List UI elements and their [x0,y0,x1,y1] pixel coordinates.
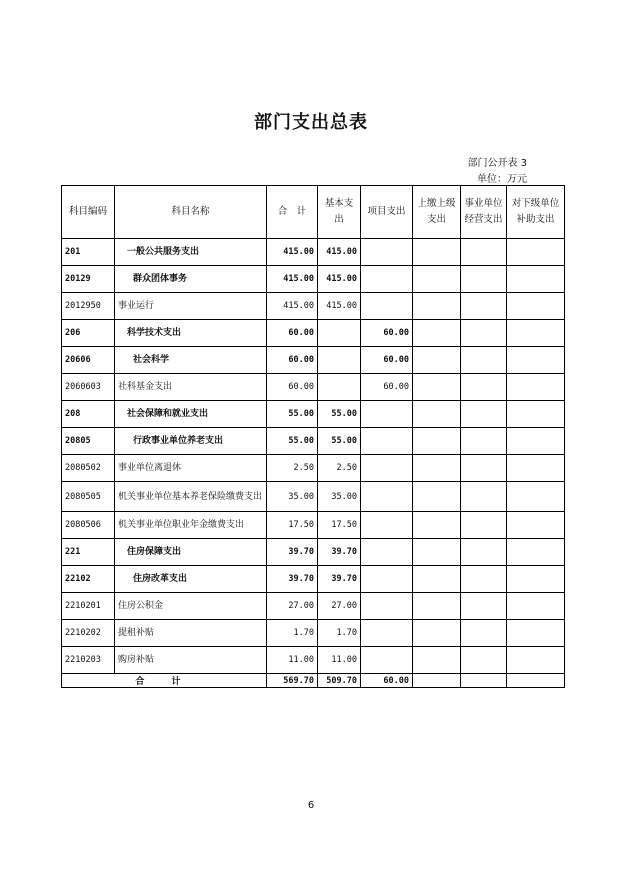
table-row [62,539,565,566]
cell-code: 2210202 [62,620,115,647]
cell-code: 2080502 [62,455,115,482]
cell-code: 2080506 [62,512,115,539]
cell-upper-remit [413,593,461,620]
cell-code: 20606 [62,347,115,374]
cell-code: 2080505 [62,482,115,512]
page-number: 6 [307,800,315,811]
cell-subsidy [507,539,565,566]
cell-upper-remit [413,566,461,593]
cell-subsidy [507,512,565,539]
cell-total: 17.50 [267,512,318,539]
table-row [62,239,565,266]
table-row [62,455,565,482]
cell-subsidy [507,401,565,428]
cell-code: 2210203 [62,647,115,674]
cell-upper-remit [413,401,461,428]
cell-basic: 11.00 [318,647,361,674]
cell-name: 住房保障支出 [115,539,267,566]
cell-subsidy [507,620,565,647]
cell-business [461,566,507,593]
cell-project [361,266,413,293]
cell-code: 201 [62,239,115,266]
header-upper-remit: 上缴上级支出 [413,186,461,239]
cell-name: 住房公积金 [115,593,267,620]
cell-project [361,482,413,512]
cell-business [461,266,507,293]
cell-code: 208 [62,401,115,428]
cell-code: 20805 [62,428,115,455]
cell-name: 社科基金支出 [115,374,267,401]
cell-subsidy [507,455,565,482]
unit-label: 单位：万元 [477,174,527,185]
cell-total: 60.00 [267,347,318,374]
cell-basic: 1.70 [318,620,361,647]
cell-code: 221 [62,539,115,566]
page-title: 部门支出总表 [254,112,368,133]
cell-upper-remit [413,647,461,674]
cell-project [361,239,413,266]
cell-subsidy [507,566,565,593]
cell-basic [318,374,361,401]
cell-project: 60.00 [361,374,413,401]
cell-basic: 415.00 [318,266,361,293]
cell-name: 一般公共服务支出 [115,239,267,266]
cell-name: 事业单位离退休 [115,455,267,482]
cell-basic: 415.00 [318,239,361,266]
cell-project [361,293,413,320]
cell-upper-remit [413,293,461,320]
table-row [62,347,565,374]
total-business [461,674,507,688]
table-row [62,482,565,512]
table-row [62,320,565,347]
total-project: 60.00 [361,674,413,688]
cell-project [361,455,413,482]
cell-total: 11.00 [267,647,318,674]
cell-name: 科学技术支出 [115,320,267,347]
table-row [62,428,565,455]
cell-total: 2.50 [267,455,318,482]
cell-upper-remit [413,320,461,347]
cell-name: 社会科学 [115,347,267,374]
cell-total: 27.00 [267,593,318,620]
cell-upper-remit [413,512,461,539]
cell-project [361,428,413,455]
cell-business [461,539,507,566]
cell-project [361,647,413,674]
total-row [62,674,565,688]
cell-code: 2012950 [62,293,115,320]
cell-basic: 2.50 [318,455,361,482]
cell-upper-remit [413,347,461,374]
cell-name: 事业运行 [115,293,267,320]
cell-subsidy [507,239,565,266]
total-total: 569.70 [267,674,318,688]
cell-subsidy [507,266,565,293]
cell-code: 22102 [62,566,115,593]
cell-business [461,593,507,620]
cell-total: 35.00 [267,482,318,512]
cell-total: 39.70 [267,566,318,593]
cell-subsidy [507,374,565,401]
header-total: 合 计 [267,186,318,239]
cell-code: 20129 [62,266,115,293]
cell-total: 415.00 [267,293,318,320]
cell-business [461,455,507,482]
cell-name: 住房改革支出 [115,566,267,593]
table-row [62,401,565,428]
cell-subsidy [507,482,565,512]
expenditure-table [61,185,565,688]
table-body [62,239,565,674]
cell-total: 55.00 [267,401,318,428]
cell-total: 39.70 [267,539,318,566]
total-label: 合 计 [62,674,267,688]
cell-business [461,647,507,674]
cell-upper-remit [413,428,461,455]
cell-name: 提租补贴 [115,620,267,647]
cell-total: 415.00 [267,266,318,293]
cell-business [461,239,507,266]
cell-basic: 39.70 [318,539,361,566]
header-name: 科目名称 [115,186,267,239]
cell-basic: 27.00 [318,593,361,620]
cell-subsidy [507,320,565,347]
header-business: 事业单位经营支出 [461,186,507,239]
cell-upper-remit [413,455,461,482]
cell-subsidy [507,647,565,674]
table-row [62,620,565,647]
cell-upper-remit [413,266,461,293]
cell-name: 群众团体事务 [115,266,267,293]
cell-basic: 35.00 [318,482,361,512]
cell-upper-remit [413,482,461,512]
cell-upper-remit [413,374,461,401]
form-id: 部门公开表 3 [467,158,527,169]
cell-business [461,401,507,428]
cell-project: 60.00 [361,320,413,347]
cell-total: 415.00 [267,239,318,266]
cell-business [461,482,507,512]
cell-business [461,347,507,374]
cell-name: 购房补贴 [115,647,267,674]
cell-subsidy [507,593,565,620]
cell-basic: 415.00 [318,293,361,320]
cell-business [461,374,507,401]
table-row [62,593,565,620]
table-row [62,266,565,293]
table-header-row [62,186,565,239]
cell-basic [318,347,361,374]
cell-total: 55.00 [267,428,318,455]
cell-project [361,620,413,647]
cell-project [361,512,413,539]
table-row [62,566,565,593]
cell-business [461,293,507,320]
cell-project [361,539,413,566]
cell-project [361,401,413,428]
cell-business [461,428,507,455]
cell-basic: 55.00 [318,401,361,428]
cell-code: 206 [62,320,115,347]
cell-basic: 39.70 [318,566,361,593]
table-row [62,374,565,401]
cell-total: 60.00 [267,374,318,401]
table-row [62,512,565,539]
header-subsidy: 对下级单位补助支出 [507,186,565,239]
header-project: 项目支出 [361,186,413,239]
cell-name: 机关事业单位基本养老保险缴费支出 [115,482,267,512]
total-subsidy [507,674,565,688]
header-basic: 基本支出 [318,186,361,239]
table-row [62,647,565,674]
cell-total: 60.00 [267,320,318,347]
cell-code: 2210201 [62,593,115,620]
cell-project: 60.00 [361,347,413,374]
cell-name: 行政事业单位养老支出 [115,428,267,455]
cell-upper-remit [413,539,461,566]
header-code: 科目编码 [62,186,115,239]
cell-basic [318,320,361,347]
cell-name: 机关事业单位职业年金缴费支出 [115,512,267,539]
cell-basic: 55.00 [318,428,361,455]
cell-subsidy [507,293,565,320]
total-upper-remit [413,674,461,688]
cell-business [461,620,507,647]
cell-project [361,593,413,620]
cell-business [461,512,507,539]
cell-basic: 17.50 [318,512,361,539]
cell-upper-remit [413,239,461,266]
cell-business [461,320,507,347]
cell-upper-remit [413,620,461,647]
cell-project [361,566,413,593]
cell-subsidy [507,428,565,455]
cell-total: 1.70 [267,620,318,647]
cell-subsidy [507,347,565,374]
cell-name: 社会保障和就业支出 [115,401,267,428]
table-row [62,293,565,320]
total-basic: 509.70 [318,674,361,688]
cell-code: 2060603 [62,374,115,401]
